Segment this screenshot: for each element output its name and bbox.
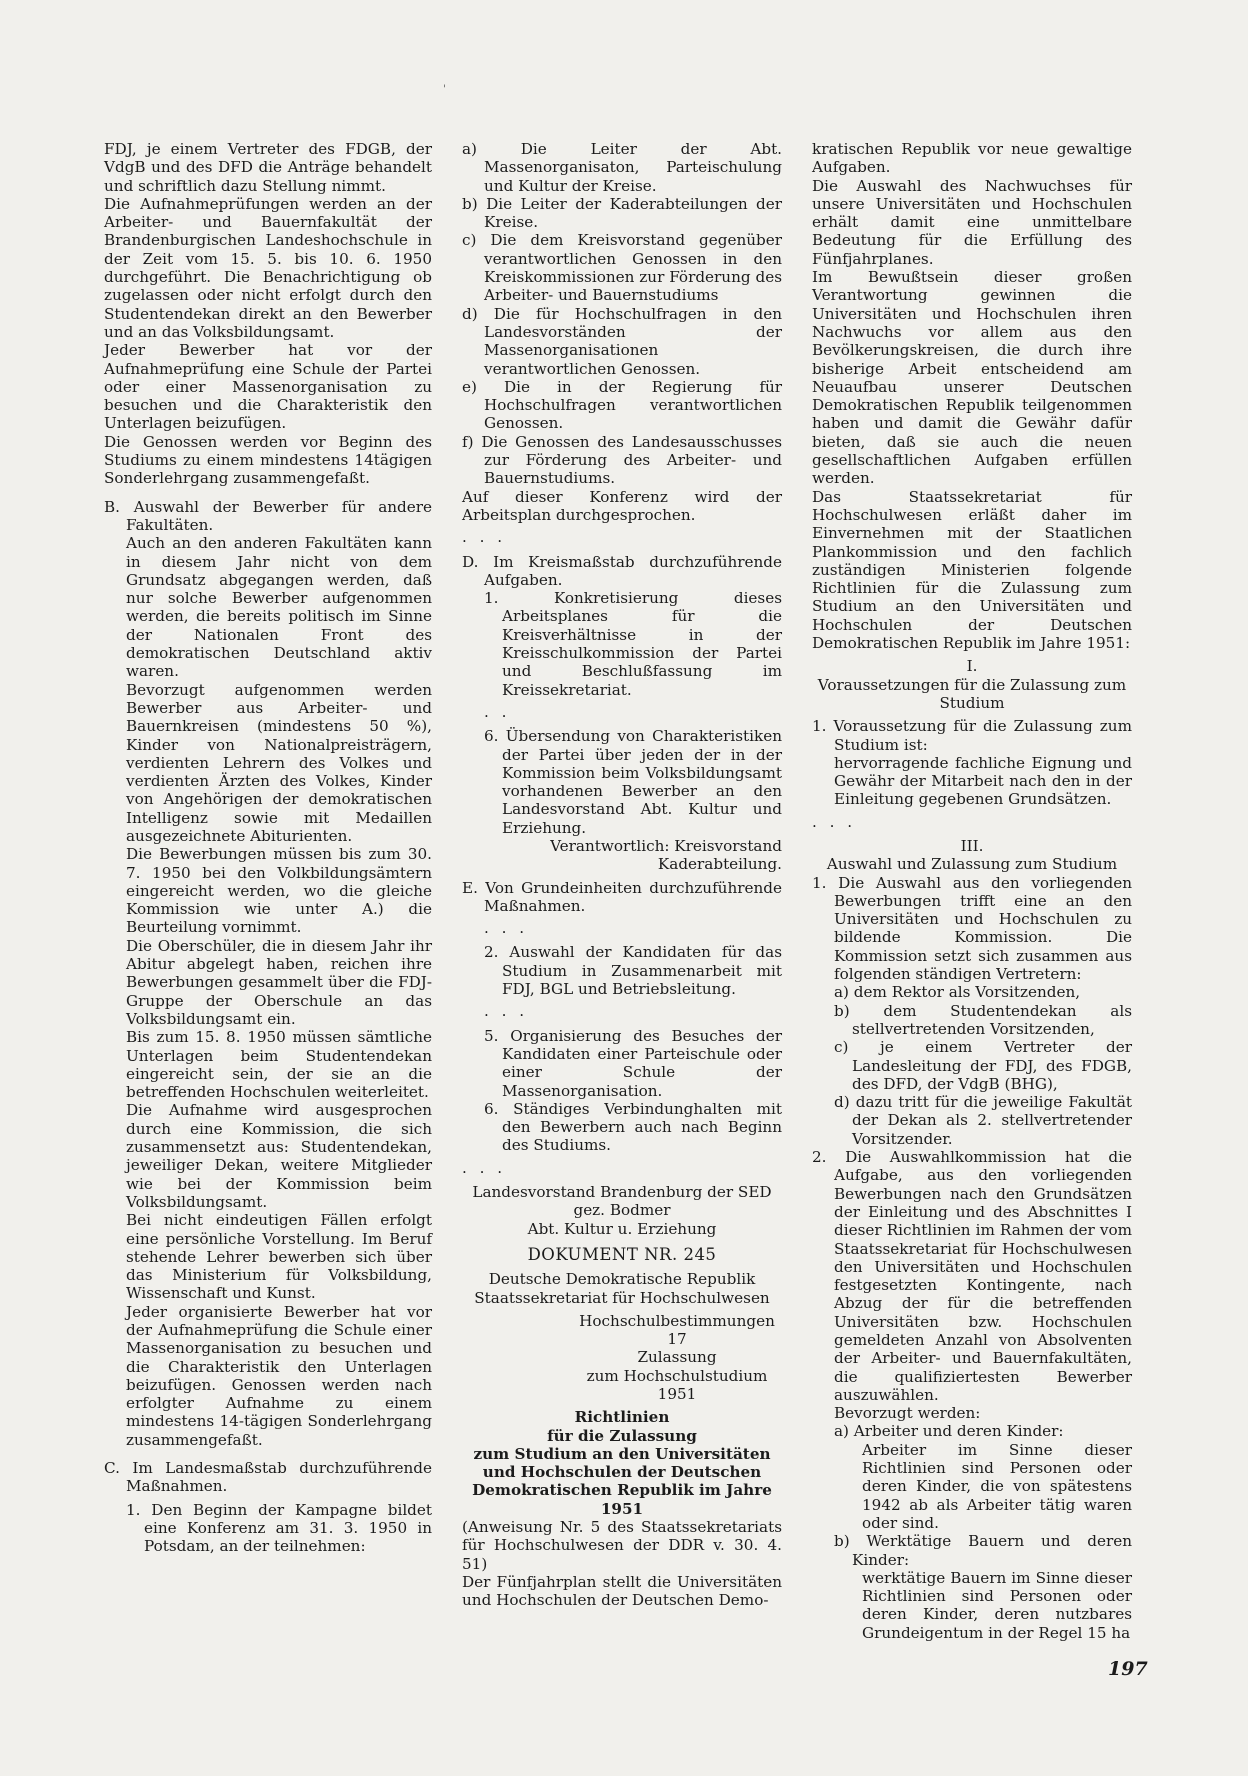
- list-item: 6. Übersendung von Charakteristiken der Partei über jeden der in der Kommission beim Volksbildungsamt vorhandenen Bewerber an den Landesvorstand Abt. Kultur und Erziehung.: [484, 727, 782, 837]
- list-item: a) Arbeiter und deren Kinder:: [834, 1422, 1064, 1441]
- omission-mark: . .: [484, 702, 511, 721]
- list-item: b) dem Studentendekan als stellvertretenden Vorsitzenden,: [834, 1001, 1132, 1038]
- paragraph: Die Oberschüler, die in diesem Jahr ihr Abitur abgelegt haben, reichen ihre Bewerbungen gesammelt über die FDJ-Gruppe der Oberschule an das Volksbildungsamt ein.: [126, 936, 432, 1028]
- section-number: III.: [960, 836, 984, 855]
- section-heading-c: C. Im Landesmaßstab durchzuführende Maßnahmen.: [104, 1459, 432, 1496]
- issuer-line: Deutsche Demokratische Republik: [488, 1270, 756, 1289]
- directive-reference: (Anweisung Nr. 5 des Staatssekretariats für Hochschulwesen der DDR v. 30. 4. 51): [462, 1518, 782, 1573]
- page-number: 197: [1108, 1658, 1148, 1680]
- paragraph: Die Bewerbungen müssen bis zum 30. 7. 1950 bei den Volkbildungsämtern eingereicht werden, wo die gleiche Kommission wie unter A.) die Beurteilung vornimmt.: [126, 845, 432, 937]
- column-left: [104, 140, 432, 1556]
- section-heading-b: B. Auswahl der Bewerber für andere Fakultäten.: [104, 497, 432, 534]
- column-middle: [462, 140, 782, 1610]
- paragraph: Auf dieser Konferenz wird der Arbeitsplan durchgesprochen.: [462, 487, 782, 524]
- section-b-body: [104, 534, 432, 1449]
- responsibility-note: Verantwortlich: Kreisvorstand Kaderabteilung.: [550, 836, 782, 874]
- list-item: f) Die Genossen des Landesausschusses zur Förderung des Arbeiter- und Bauernstudiums.: [462, 432, 782, 488]
- paragraph: Auch an den anderen Fakultäten kann in diesem Jahr nicht von dem Grundsatz abgegangen werden, daß nur solche Bewerber aufgenommen werden, die bereits politisch im Sinne der Nationalen Front des demokratischen Deutschland aktiv waren.: [126, 534, 432, 681]
- omission-mark: . . .: [462, 528, 507, 547]
- issuer-line: Staatssekretariat für Hochschulwesen: [474, 1288, 770, 1307]
- list-item: d) Die für Hochschulfragen in den Landesvorständen der Massenorganisationen verantwortlichen Genossen.: [462, 304, 782, 378]
- list-item: a) Die Leiter der Abt. Massenorganisaton, Parteischulung und Kultur der Kreise.: [462, 140, 782, 195]
- paragraph: werktätige Bauern im Sinne dieser Richtlinien sind Personen oder deren Kinder, deren nutzbares Grundeigentum in der Regel 15 ha: [862, 1568, 1132, 1642]
- list-item: 2. Die Auswahlkommission hat die Aufgabe, aus den vorliegenden Bewerbungen nach den Grundsätzen der Einleitung und des Abschnittes I dieser Richtlinien im Rahmen der vom Staatssekretariat für Hochschulwesen den Universitäten und Hochschulen festgesetzten Kontingente, nach Abzug der für die betreffenden Universitäten bzw. Hochschulen gemeldeten Anzahl von Absolventen der Arbeiter- und Bauernfakultäten, die qualifiziertesten Bewerber auszuwählen.: [812, 1148, 1132, 1404]
- signature-line: Landesvorstand Brandenburg der SED: [472, 1183, 772, 1202]
- section-heading-d: D. Im Kreismaßstab durchzuführende Aufgaben.: [462, 552, 782, 589]
- list-item: b) Werktätige Bauern und deren Kinder:: [834, 1532, 1132, 1569]
- omission-mark: . . .: [484, 1002, 529, 1021]
- guidelines-line: für die Zulassung: [547, 1426, 697, 1445]
- paragraph: Jeder Bewerber hat vor der Aufnahmeprüfung eine Schule der Partei oder einer Massenorganisation zu besuchen und die Charakteristik den Unterlagen beizufügen.: [104, 341, 432, 433]
- paragraph: Bevorzugt aufgenommen werden Bewerber aus Arbeiter- und Bauernkreisen (mindestens 50 %), Kinder von Nationalpreisträgern, verdienten Lehrern des Volkes und verdienten Ärzten des Volkes, Kinder von Angehörigen der demokratischen Intelligenz sowie mit Medaillen ausgezeichnete Abiturienten.: [126, 680, 432, 845]
- list-item: 2. Auswahl der Kandidaten für das Studium in Zusammenarbeit mit FDJ, BGL und Betriebsleitung.: [484, 943, 782, 999]
- list-item: 6. Ständiges Verbindunghalten mit den Bewerbern auch nach Beginn des Studiums.: [484, 1099, 782, 1155]
- paragraph: Der Fünfjahrplan stellt die Universitäten und Hochschulen der Deutschen Demo-: [462, 1572, 782, 1610]
- regulation-header: [462, 1312, 782, 1403]
- regulation-line: Hochschulbestimmungen: [579, 1311, 775, 1330]
- list-item: d) dazu tritt für die jeweilige Fakultät der Dekan als 2. stellvertretender Vorsitzender.: [834, 1093, 1132, 1148]
- list-item: 1. Die Auswahl aus den vorliegenden Bewerbungen trifft eine an den Universitäten und Hochschulen zu bildende Kommission. Die Kommission setzt sich zusammen aus folgenden ständigen Vertretern:: [812, 873, 1132, 984]
- list-item: 1. Voraussetzung für die Zulassung zum Studium ist:: [812, 717, 1132, 754]
- section-number: I.: [966, 657, 978, 676]
- paragraph: hervorragende fachliche Eignung und Gewähr der Mitarbeit nach den in der Einleitung gegebenen Grundsätzen.: [834, 753, 1132, 809]
- regulation-line: 1951: [657, 1385, 697, 1403]
- paragraph: Bevorzugt werden:: [834, 1404, 981, 1423]
- signature-block: [462, 1183, 782, 1238]
- list-item: e) Die in der Regierung für Hochschulfragen verantwortlichen Genossen.: [462, 377, 782, 433]
- scan-mark: ': [443, 84, 446, 95]
- issuer-block: [462, 1270, 782, 1307]
- section-title: Voraussetzungen für die Zulassung zum Studium: [817, 675, 1127, 712]
- paragraph: Das Staatssekretariat für Hochschulwesen erläßt daher im Einvernehmen mit der Staatlichen Plankommission und den fachlich zuständigen Ministerien folgende Richtlinien für die Zulassung zum Studium an den Universitäten und Hochschulen der Deutschen Demokratischen Republik im Jahre 1951:: [812, 487, 1132, 653]
- list-item: 1. Den Beginn der Kampagne bildet eine Konferenz am 31. 3. 1950 in Potsdam, an der teilnehmen:: [126, 1500, 432, 1556]
- list-item: 5. Organisierung des Besuches der Kandidaten einer Parteischule oder einer Schule der Massenorganisation.: [484, 1026, 782, 1100]
- guidelines-line: Richtlinien: [574, 1408, 670, 1427]
- regulation-line: zum Hochschulstudium: [586, 1366, 768, 1385]
- paragraph: Die Genossen werden vor Beginn des Studiums zu einem mindestens 14tägigen Sonderlehrgang zusammengefaßt.: [104, 432, 432, 488]
- paragraph: Im Bewußtsein dieser großen Verantwortung gewinnen die Universitäten und Hochschulen ihren Nachwuchs vor allem aus den Bevölkerungskreisen, die durch ihre bisherige Arbeit entscheidend am Neuaufbau unserer Deutschen Demokratischen Republik teilgenommen haben und damit die Gewähr dafür bieten, daß sie auch die neuen gesellschaftlichen Aufgaben erfüllen werden.: [812, 268, 1132, 488]
- paragraph: Die Aufnahme wird ausgesprochen durch eine Kommission, die sich zusammensetzt aus: Studentendekan, jeweiliger Dekan, weitere Mitglieder wie bei der Kommission beim Volksbildungsamt.: [126, 1101, 432, 1211]
- paragraph: Bis zum 15. 8. 1950 müssen sämtliche Unterlagen beim Studentendekan eingereicht sein, der sie an die betreffenden Hochschulen weiterleitet.: [126, 1028, 432, 1102]
- regulation-line: 17: [667, 1330, 687, 1349]
- paragraph: Jeder organisierte Bewerber hat vor der Aufnahmeprüfung die Schule einer Massenorganisation zu besuchen und die Charakteristik den Unterlagen beizufügen. Genossen werden nach erfolgter Aufnahme zu einem mindestens 14-tägigen Sonderlehrgang zusammengefaßt.: [126, 1302, 432, 1449]
- paragraph: FDJ, je einem Vertreter des FDGB, der VdgB und des DFD die Anträge behandelt und schriftlich dazu Stellung nimmt.: [104, 140, 432, 195]
- list-item: 1. Konkretisierung dieses Arbeitsplanes für die Kreisverhältnisse in der Kreisschulkommission der Partei und Beschlußfassung im Kreissekretariat.: [484, 589, 782, 699]
- omission-mark: . . .: [812, 812, 857, 831]
- list-item: a) dem Rektor als Vorsitzenden,: [834, 983, 1081, 1002]
- column-right: [812, 140, 1132, 1642]
- list-item: b) Die Leiter der Kaderabteilungen der Kreise.: [462, 194, 782, 232]
- guidelines-title: [462, 1408, 782, 1518]
- paragraph: Die Aufnahmeprüfungen werden an der Arbeiter- und Bauernfakultät der Brandenburgischen Landeshochschule in der Zeit vom 15. 5. bis 10. 6. 1950 durchgeführt. Die Benachrichtigung ob zugelassen oder nicht erfolgt durch den Studentendekan direkt an den Bewerber und an das Volksbildungsamt.: [104, 194, 432, 341]
- regulation-line: Zulassung: [637, 1348, 717, 1367]
- paragraph: kratischen Republik vor neue gewaltige Aufgaben.: [812, 140, 1132, 177]
- section-heading-e: E. Von Grundeinheiten durchzuführende Maßnahmen.: [462, 878, 782, 915]
- paragraph: Die Auswahl des Nachwuchses für unsere Universitäten und Hochschulen erhält damit eine unmittelbare Bedeutung für die Erfüllung des Fünfjahrplanes.: [812, 176, 1132, 268]
- document-title: DOKUMENT NR. 245: [527, 1244, 717, 1264]
- list-item: c) je einem Vertreter der Landesleitung der FDJ, des FDGB, des DFD, der VdgB (BHG),: [834, 1038, 1132, 1093]
- signature-line: gez. Bodmer: [573, 1201, 671, 1220]
- guidelines-line: zum Studium an den Universitäten und Hochschulen der Deutschen Demokratischen Republik im Jahre 1951: [472, 1444, 772, 1518]
- paragraph: Arbeiter im Sinne dieser Richtlinien sind Personen oder deren Kinder, die von spätestens 1942 ab als Arbeiter tätig waren oder sind.: [862, 1440, 1132, 1532]
- paragraph: Bei nicht eindeutigen Fällen erfolgt eine persönliche Vorstellung. Im Beruf stehende Lehrer bewerben sich über das Ministerium für Volksbildung, Wissenschaft und Kunst.: [126, 1211, 432, 1303]
- omission-mark: . . .: [484, 919, 529, 938]
- list-item: c) Die dem Kreisvorstand gegenüber verantwortlichen Genossen in den Kreiskommissionen zur Förderung des Arbeiter- und Bauernstudiums: [462, 231, 782, 305]
- omission-mark: . . .: [462, 1158, 507, 1177]
- section-title: Auswahl und Zulassung zum Studium: [826, 855, 1118, 874]
- signature-line: Abt. Kultur u. Erziehung: [527, 1219, 717, 1238]
